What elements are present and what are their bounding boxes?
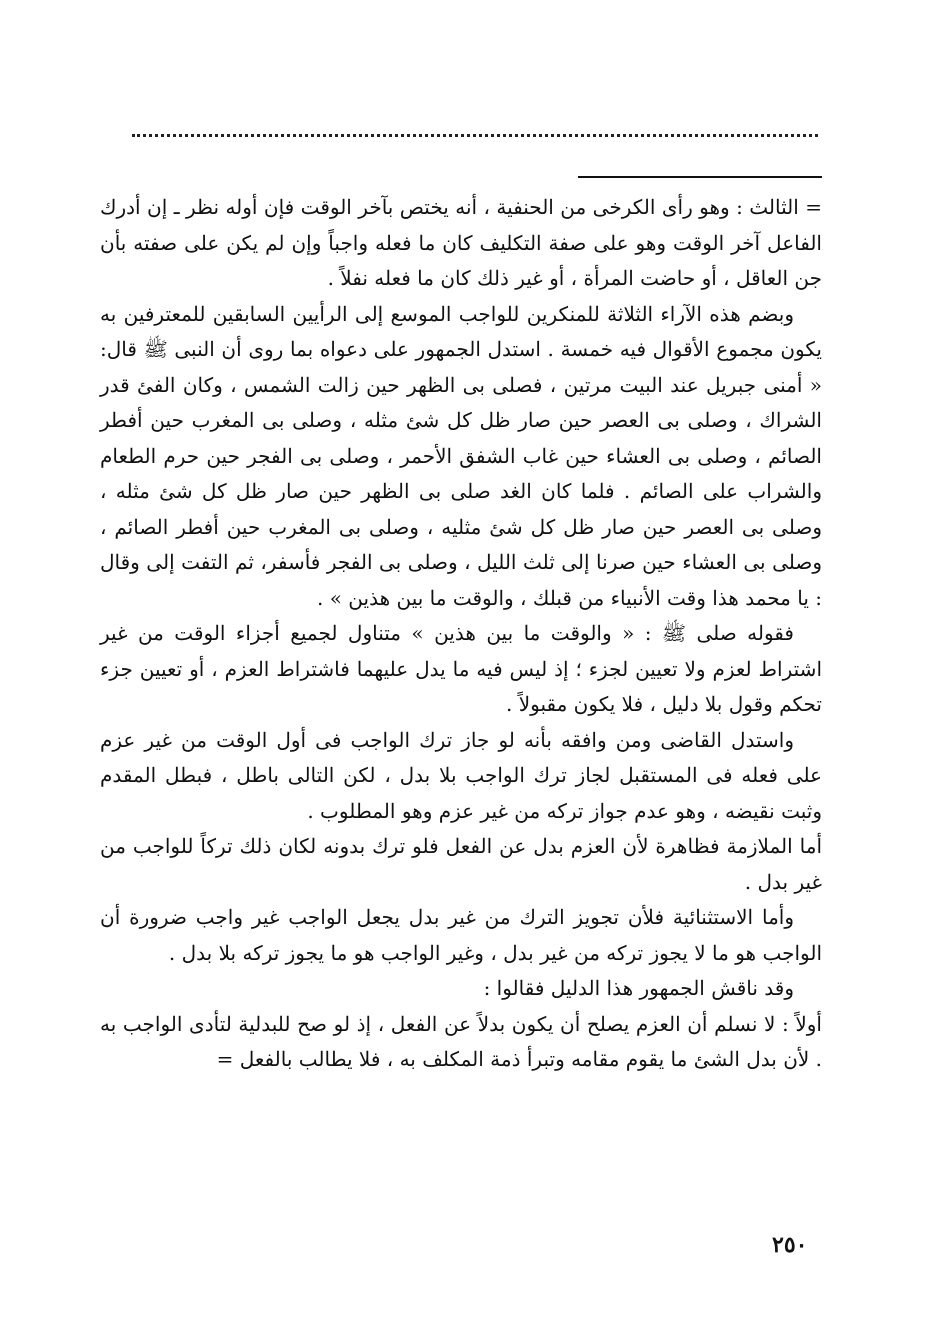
- paragraph-discussion-intro: وقد ناقش الجمهور هذا الدليل فقالوا :: [483, 976, 794, 1000]
- paragraph-continuation: = الثالث : وهو رأى الكرخى من الحنفية ، أنه يختص بآخر الوقت فإن أوله نظر ـ إن أدرك الفاعل آخر الوقت وهو على صفة التكليف كان ما فعله واجباً وإن لم يكن على صفته بأن جن العاقل ، أو حاضت المرأة ، أو غير ذلك كان ما فعله نفلاً .: [100, 195, 822, 290]
- page-number: ٢٥٠: [772, 1232, 808, 1258]
- paragraph-istithnaiyya: وأما الاستثنائية فلأن تجويز الترك من غير بدل يجعل الواجب غير واجب ضرورة أن الواجب هو ما لا يجوز تركه من غير بدل ، وغير الواجب هو ما يجوز تركه بلا بدل .: [100, 905, 822, 965]
- dotted-separator: [132, 134, 818, 137]
- paragraph-hadith-evidence: وبضم هذه الآراء الثلاثة للمنكرين للواجب الموسع إلى الرأيين السابقين للمعترفين به يكون مجموع الأقوال فيه خمسة . استدل الجمهور على دعواه بما روى أن النبى ﷺ قال: « أمنى جبريل عند البيت مرتين ، فصلى بى الظهر حين زالت الشمس ، وكان الفئ قدر الشراك ، وصلى بى العصر حين صار ظل كل شئ مثله ، وصلى بى المغرب حين أفطر الصائم ، وصلى بى العشاء حين غاب الشفق الأحمر ، وصلى بى الفجر حين حرم الطعام والشراب على الصائم . فلما كان الغد صلى بى الظهر حين صار ظل كل شئ مثله ، وصلى بى العصر حين صار ظل كل شئ مثليه ، وصلى بى المغرب حين أفطر الصائم ، وصلى بى العشاء حين صرنا إلى ثلث الليل ، وصلى بى الفجر فأسفر، ثم التفت إلى وقال : يا محمد هذا وقت الأنبياء من قبلك ، والوقت ما بين هذين » .: [100, 301, 822, 610]
- footnote-rule: [578, 176, 822, 178]
- paragraph-mulazama: أما الملازمة فظاهرة لأن العزم بدل عن الفعل فلو ترك بدونه لكان ذلك تركاً للواجب من غير بدل .: [100, 834, 823, 894]
- paragraph-qadi-argument: واستدل القاضى ومن وافقه بأنه لو جاز ترك الواجب فى أول الوقت من غير عزم على فعله فى المستقبل لجاز ترك الواجب بلا بدل ، لكن التالى باطل ، فبطل المقدم وثبت نقيضه ، وهو عدم جواز تركه من غير عزم وهو المطلوب .: [100, 727, 822, 823]
- paragraph-first-objection: أولاً : لا نسلم أن العزم يصلح أن يكون بدلاً عن الفعل ، إذ لو صح للبدلية لتأدى الواجب به . لأن بدل الشئ ما يقوم مقامه وتبرأ ذمة المكلف به ، فلا يطالب بالفعل =: [100, 1011, 822, 1071]
- paragraph-hadith-explanation: فقوله صلى ﷺ : « والوقت ما بين هذين » متناول لجميع أجزاء الوقت من غير اشتراط لعزم ولا تعيين لجزء ؛ إذ ليس فيه ما يدل عليهما فاشتراط العزم ، أو تعيين جزء تحكم وقول بلا دليل ، فلا يكون مقبولاً .: [100, 621, 822, 716]
- body-text: [100, 190, 822, 1078]
